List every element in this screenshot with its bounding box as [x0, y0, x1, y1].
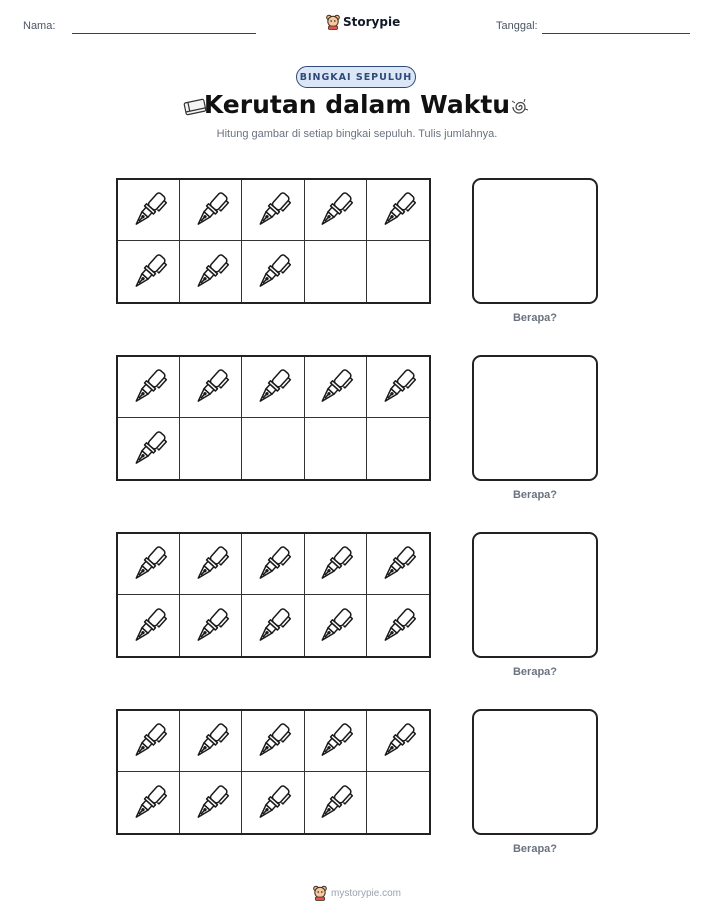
spiral-shell-icon: [508, 95, 532, 119]
storypie-mascot-icon: [313, 885, 327, 901]
footer-url: mystorypie.com: [330, 887, 401, 899]
ten-frame-cell: [242, 418, 304, 479]
ten-frame-cell: [305, 711, 367, 772]
instructions: Hitung gambar di setiap bingkai sepuluh. Tulis jumlahnya.: [216, 128, 498, 140]
ten-frame-cell: [367, 357, 429, 418]
fountain-pen-icon: [254, 251, 292, 293]
ten-frame-cell: [180, 595, 242, 656]
ten-frame-cell: [242, 711, 304, 772]
ten-frame-cell: [305, 180, 367, 241]
ten-frame-cell: [180, 241, 242, 302]
fountain-pen-icon: [192, 720, 230, 762]
ten-frame-cell: [242, 772, 304, 833]
fountain-pen-icon: [192, 605, 230, 647]
answer-label-3: Berapa?: [512, 666, 558, 678]
ten-frame-cell: [367, 180, 429, 241]
fountain-pen-icon: [192, 366, 230, 408]
ten-frame-cell: [367, 418, 429, 479]
ten-frame-cell: [367, 534, 429, 595]
ten-frame-cell: [118, 772, 180, 833]
ten-frame-cell: [367, 711, 429, 772]
fountain-pen-icon: [254, 189, 292, 231]
fountain-pen-icon: [130, 251, 168, 293]
fountain-pen-icon: [254, 366, 292, 408]
fountain-pen-icon: [130, 189, 168, 231]
ten-frame-cell: [180, 418, 242, 479]
fountain-pen-icon: [316, 543, 354, 585]
ten-frame-cell: [242, 180, 304, 241]
fountain-pen-icon: [254, 543, 292, 585]
date-label: Tanggal:: [496, 20, 538, 32]
name-label: Nama:: [23, 20, 56, 32]
fountain-pen-icon: [379, 366, 417, 408]
ten-frame-1: [116, 178, 431, 304]
ten-frame-cell: [305, 772, 367, 833]
fountain-pen-icon: [130, 428, 168, 470]
fountain-pen-icon: [192, 189, 230, 231]
ten-frame-cell: [305, 357, 367, 418]
date-field[interactable]: [542, 33, 690, 34]
brand-name: Storypie: [343, 15, 401, 29]
answer-box-1[interactable]: [472, 178, 598, 304]
answer-box-4[interactable]: [472, 709, 598, 835]
fountain-pen-icon: [316, 720, 354, 762]
fountain-pen-icon: [254, 605, 292, 647]
fountain-pen-icon: [379, 189, 417, 231]
ten-frame-cell: [180, 711, 242, 772]
brand-logo: [326, 14, 400, 30]
ten-frame-3: [116, 532, 431, 658]
answer-box-2[interactable]: [472, 355, 598, 481]
answer-label-2: Berapa?: [512, 489, 558, 501]
fountain-pen-icon: [316, 189, 354, 231]
worksheet-type-badge: BINGKAI SEPULUH: [296, 66, 416, 88]
fountain-pen-icon: [379, 720, 417, 762]
fountain-pen-icon: [316, 605, 354, 647]
ten-frame-cell: [305, 534, 367, 595]
ten-frame-cell: [305, 595, 367, 656]
fountain-pen-icon: [316, 782, 354, 824]
fountain-pen-icon: [130, 543, 168, 585]
fountain-pen-icon: [130, 366, 168, 408]
ten-frame-cell: [305, 241, 367, 302]
ten-frame-4: [116, 709, 431, 835]
fountain-pen-icon: [130, 720, 168, 762]
storypie-mascot-icon: [326, 14, 340, 30]
fountain-pen-icon: [192, 543, 230, 585]
answer-box-3[interactable]: [472, 532, 598, 658]
ten-frame-cell: [305, 418, 367, 479]
ten-frame-cell: [367, 595, 429, 656]
fountain-pen-icon: [379, 543, 417, 585]
ten-frame-cell: [367, 772, 429, 833]
fountain-pen-icon: [254, 782, 292, 824]
ten-frame-cell: [180, 772, 242, 833]
ten-frame-cell: [180, 357, 242, 418]
ten-frame-cell: [118, 534, 180, 595]
ten-frame-cell: [242, 534, 304, 595]
footer: [0, 885, 714, 901]
ten-frame-cell: [242, 357, 304, 418]
ten-frame-cell: [118, 180, 180, 241]
fountain-pen-icon: [316, 366, 354, 408]
fountain-pen-icon: [379, 605, 417, 647]
name-field[interactable]: [72, 33, 256, 34]
ten-frame-cell: [367, 241, 429, 302]
ten-frame-cell: [180, 534, 242, 595]
fountain-pen-icon: [192, 782, 230, 824]
ten-frame-cell: [118, 595, 180, 656]
ten-frame-cell: [118, 418, 180, 479]
ten-frame-cell: [242, 241, 304, 302]
ten-frame-cell: [118, 241, 180, 302]
answer-label-1: Berapa?: [512, 312, 558, 324]
fountain-pen-icon: [254, 720, 292, 762]
ten-frame-cell: [118, 711, 180, 772]
fountain-pen-icon: [192, 251, 230, 293]
answer-label-4: Berapa?: [512, 843, 558, 855]
ten-frame-cell: [118, 357, 180, 418]
ten-frame-cell: [242, 595, 304, 656]
ten-frame-2: [116, 355, 431, 481]
ten-frame-cell: [180, 180, 242, 241]
page-title: Kerutan dalam Waktu: [203, 90, 511, 119]
fountain-pen-icon: [130, 605, 168, 647]
fountain-pen-icon: [130, 782, 168, 824]
